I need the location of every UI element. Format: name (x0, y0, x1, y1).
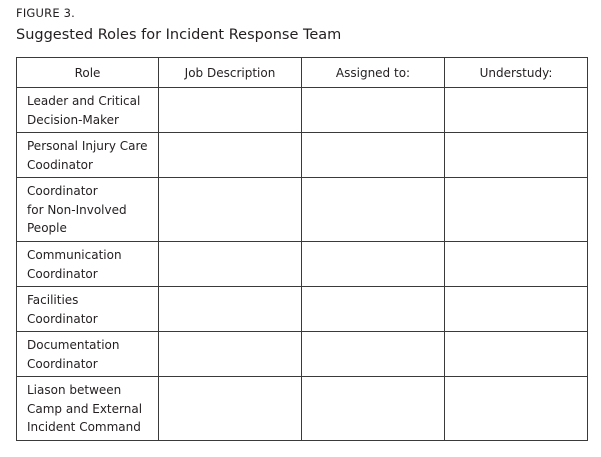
understudy-cell[interactable] (445, 133, 588, 178)
job-description-cell[interactable] (159, 242, 302, 287)
understudy-cell[interactable] (445, 377, 588, 441)
role-cell: Documentation Coordinator (17, 332, 159, 377)
table-row (17, 287, 588, 332)
job-description-cell[interactable] (159, 287, 302, 332)
assigned-to-cell[interactable] (302, 133, 445, 178)
table-row (17, 242, 588, 287)
role-cell: Facilities Coordinator (17, 287, 159, 332)
understudy-cell[interactable] (445, 88, 588, 133)
roles-table (16, 57, 588, 441)
assigned-to-cell[interactable] (302, 178, 445, 242)
figure-label: FIGURE 3. (16, 6, 76, 20)
role-cell: Coordinator for Non-Involved People (17, 178, 159, 242)
table-row (17, 133, 588, 178)
assigned-to-cell[interactable] (302, 88, 445, 133)
header-row (17, 58, 588, 88)
header-understudy: Understudy: (445, 58, 588, 88)
role-cell: Liason between Camp and External Incident Command (17, 377, 159, 441)
assigned-to-cell[interactable] (302, 242, 445, 287)
header-assigned-to: Assigned to: (302, 58, 445, 88)
understudy-cell[interactable] (445, 178, 588, 242)
assigned-to-cell[interactable] (302, 332, 445, 377)
job-description-cell[interactable] (159, 133, 302, 178)
header-job-description: Job Description (159, 58, 302, 88)
understudy-cell[interactable] (445, 332, 588, 377)
assigned-to-cell[interactable] (302, 287, 445, 332)
understudy-cell[interactable] (445, 287, 588, 332)
understudy-cell[interactable] (445, 242, 588, 287)
role-cell: Communication Coordinator (17, 242, 159, 287)
table-row (17, 178, 588, 242)
job-description-cell[interactable] (159, 88, 302, 133)
header-role: Role (17, 58, 159, 88)
role-cell: Personal Injury Care Coodinator (17, 133, 159, 178)
table-row (17, 377, 588, 441)
job-description-cell[interactable] (159, 178, 302, 242)
assigned-to-cell[interactable] (302, 377, 445, 441)
job-description-cell[interactable] (159, 377, 302, 441)
role-cell: Leader and Critical Decision-Maker (17, 88, 159, 133)
table-row (17, 332, 588, 377)
figure-title: Suggested Roles for Incident Response Team (16, 27, 342, 43)
table-row (17, 88, 588, 133)
job-description-cell[interactable] (159, 332, 302, 377)
